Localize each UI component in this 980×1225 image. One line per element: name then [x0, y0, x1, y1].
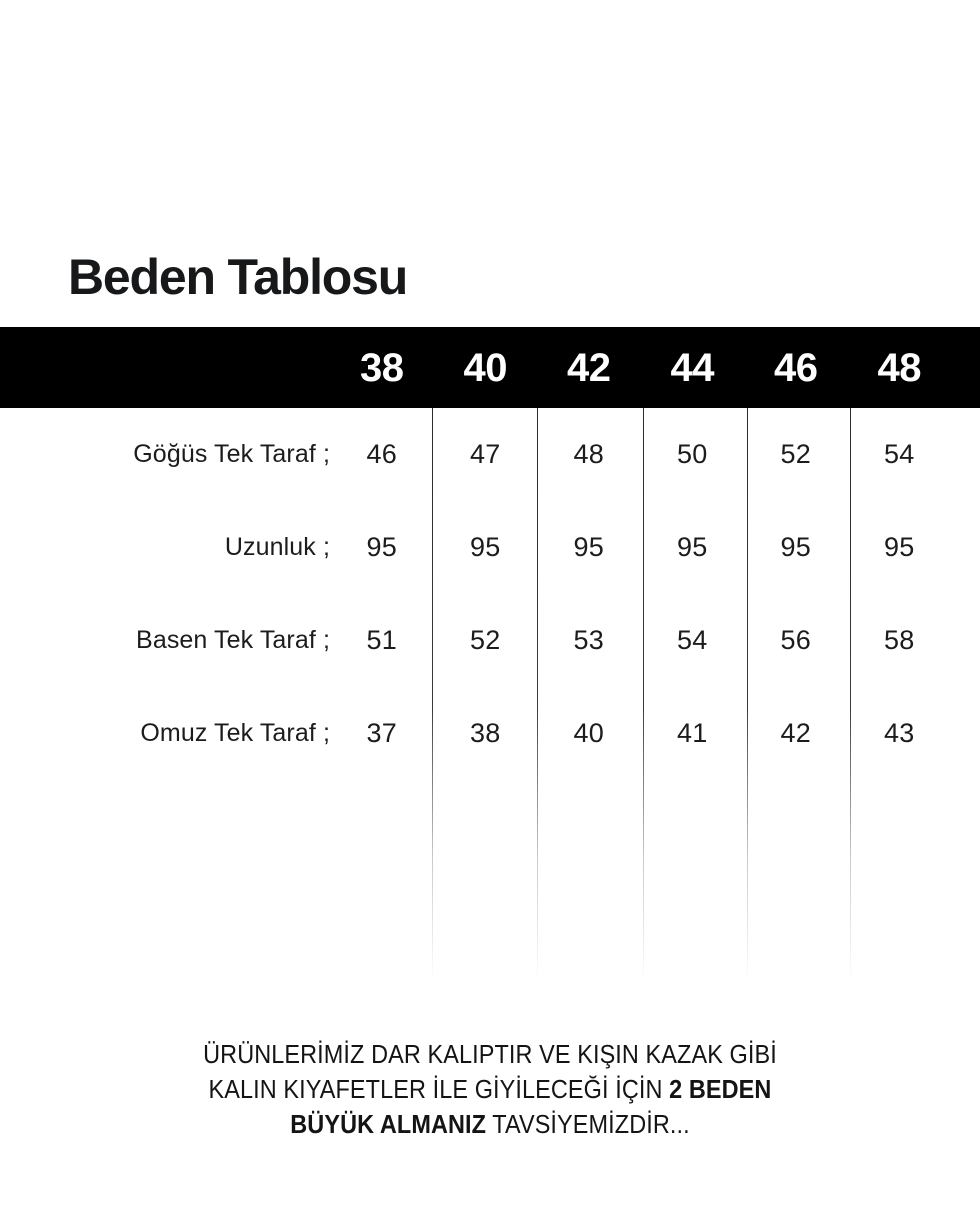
size-header-40: 40 — [463, 345, 507, 390]
cell-gogus-40: 47 — [470, 439, 501, 469]
cell-basen-48: 58 — [884, 625, 915, 655]
cell-basen-38: 51 — [366, 625, 397, 655]
cell-gogus-44: 50 — [677, 439, 708, 469]
size-header-46: 46 — [774, 345, 818, 390]
table-row — [0, 501, 980, 594]
cell-uzunluk-42: 95 — [573, 532, 604, 562]
footer-line-2-prefix: KALIN KIYAFETLER İLE GİYİLECEĞİ İÇİN — [208, 1076, 670, 1104]
cell-basen-40: 52 — [470, 625, 501, 655]
footer-line-2 — [39, 1073, 941, 1108]
cell-omuz-46: 42 — [780, 718, 811, 748]
row-label-basen: Basen Tek Taraf ; — [136, 626, 330, 654]
table-row — [0, 687, 980, 780]
cell-omuz-38: 37 — [366, 718, 397, 748]
cell-uzunluk-38: 95 — [366, 532, 397, 562]
row-values-omuz — [330, 718, 950, 749]
cell-gogus-42: 48 — [573, 439, 604, 469]
footer-line-3 — [39, 1108, 941, 1143]
cell-gogus-46: 52 — [780, 439, 811, 469]
footer-line-3-emphasis: BÜYÜK ALMANIZ — [290, 1111, 487, 1139]
row-label-omuz: Omuz Tek Taraf ; — [140, 719, 330, 747]
row-values-gogus — [330, 439, 950, 470]
cell-gogus-48: 54 — [884, 439, 915, 469]
row-values-uzunluk — [330, 532, 950, 563]
cell-uzunluk-46: 95 — [780, 532, 811, 562]
size-header-38: 38 — [360, 345, 404, 390]
footer-line-3-suffix: TAVSİYEMİZDİR... — [486, 1111, 690, 1139]
row-label-uzunluk: Uzunluk ; — [224, 533, 330, 561]
cell-uzunluk-48: 95 — [884, 532, 915, 562]
footer-note — [39, 1038, 941, 1143]
cell-omuz-40: 38 — [470, 718, 501, 748]
cell-basen-42: 53 — [573, 625, 604, 655]
table-body — [0, 408, 980, 780]
row-values-basen — [330, 625, 950, 656]
cell-basen-46: 56 — [780, 625, 811, 655]
cell-omuz-42: 40 — [573, 718, 604, 748]
cell-uzunluk-40: 95 — [470, 532, 501, 562]
table-row — [0, 408, 980, 501]
table-header-row — [330, 327, 950, 408]
footer-line-2-emphasis: 2 BEDEN — [669, 1076, 772, 1104]
page-title: Beden Tablosu — [68, 249, 408, 305]
cell-basen-44: 54 — [677, 625, 708, 655]
cell-omuz-44: 41 — [677, 718, 708, 748]
cell-omuz-48: 43 — [884, 718, 915, 748]
size-header-48: 48 — [877, 345, 921, 390]
cell-gogus-38: 46 — [366, 439, 397, 469]
size-header-44: 44 — [670, 345, 714, 390]
table-row — [0, 594, 980, 687]
row-label-gogus: Göğüs Tek Taraf ; — [133, 440, 330, 468]
footer-line-1: ÜRÜNLERİMİZ DAR KALIPTIR VE KIŞIN KAZAK GİBİ — [203, 1041, 777, 1069]
cell-uzunluk-44: 95 — [677, 532, 708, 562]
size-header-42: 42 — [567, 345, 611, 390]
